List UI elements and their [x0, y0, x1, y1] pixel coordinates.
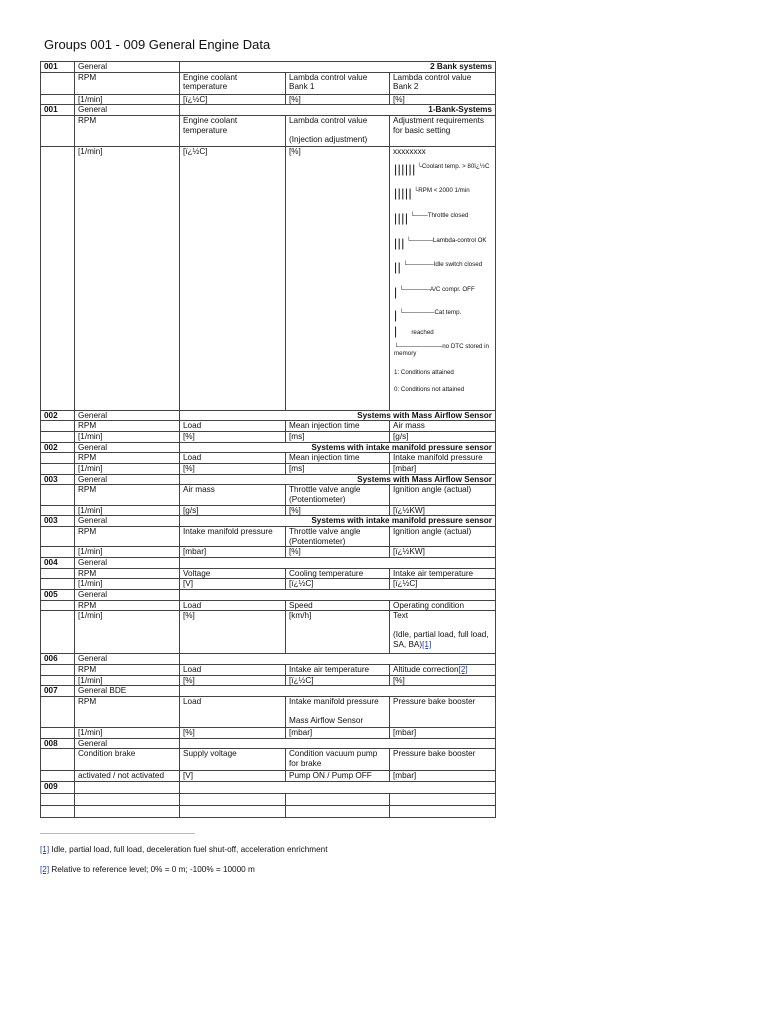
field-name: RPM: [75, 421, 180, 432]
group-header-row: [41, 516, 496, 527]
group-header-row: [41, 410, 496, 421]
group-label: General: [75, 590, 180, 601]
field-name: Intake manifold pressure Mass Airflow Sensor: [286, 697, 390, 728]
field-name: Pressure bake booster: [390, 749, 496, 771]
field-unit: [ï¿½KW]: [390, 547, 496, 558]
field-name: Load: [180, 453, 286, 464]
field-unit: [%]: [286, 547, 390, 558]
field-subnote: Mass Airflow Sensor: [289, 715, 364, 725]
group-header-row: [41, 654, 496, 665]
field-name: RPM: [75, 568, 180, 579]
unit-row: [41, 579, 496, 590]
field-name: Condition brake: [75, 749, 180, 771]
field-unit: [%]: [180, 464, 286, 475]
group-number: 004: [41, 558, 75, 569]
field-name: Mean injection time: [286, 421, 390, 432]
system-type: Systems with Mass Airflow Sensor: [180, 474, 496, 485]
field-name: Air mass: [390, 421, 496, 432]
field-unit: Pump ON / Pump OFF: [286, 771, 390, 782]
footnote-1: [40, 845, 328, 854]
field-unit: [ï¿½C]: [390, 579, 496, 590]
field-unit: [%]: [180, 611, 286, 654]
group-header-row: [41, 686, 496, 697]
field-name: RPM: [75, 697, 180, 728]
field-row: [41, 116, 496, 147]
field-unit: [%]: [390, 94, 496, 105]
unit-row: [41, 94, 496, 105]
field-name: Throttle valve angle (Potentiometer): [286, 485, 390, 505]
group-label: General: [75, 105, 180, 116]
field-unit: [1/min]: [75, 728, 180, 739]
field-unit: [km/h]: [286, 611, 390, 654]
group-number: 003: [41, 474, 75, 485]
group-header-row: [41, 62, 496, 73]
field-unit: [%]: [286, 94, 390, 105]
unit-row: [41, 728, 496, 739]
field-name: Condition vacuum pump for brake: [286, 749, 390, 771]
group-label: General: [75, 516, 180, 527]
group-number: 003: [41, 516, 75, 527]
field-name: Lambda control value Bank 1: [286, 72, 390, 94]
bit-item: | └───────Cat temp.: [394, 307, 462, 322]
field-unit: Text (Idle, partial load, full load, SA, BA)[1]: [390, 611, 496, 654]
field-unit: [ï¿½C]: [180, 94, 286, 105]
group-label: General: [75, 474, 180, 485]
field-unit: [mbar]: [390, 771, 496, 782]
field-name: RPM: [75, 665, 180, 676]
group-label: General BDE: [75, 686, 180, 697]
unit-row: [41, 675, 496, 686]
field-unit: [%]: [286, 147, 390, 411]
field-unit: [%]: [180, 728, 286, 739]
bit-mask: xxxxxxxx: [393, 147, 426, 157]
field-name: Intake manifold pressure: [390, 453, 496, 464]
field-unit: [mbar]: [286, 728, 390, 739]
field-name: RPM: [75, 72, 180, 94]
field-unit: [mbar]: [390, 728, 496, 739]
field-unit: [1/min]: [75, 675, 180, 686]
field-name: RPM: [75, 116, 180, 147]
system-type: 1-Bank-Systems: [180, 105, 496, 116]
group-number: 006: [41, 654, 75, 665]
field-unit: [ms]: [286, 464, 390, 475]
footnote-text: Relative to reference level; 0% = 0 m; -100% = 10000 m: [49, 865, 255, 874]
system-type: Systems with intake manifold pressure sensor: [180, 516, 496, 527]
field-unit: [1/min]: [75, 579, 180, 590]
field-name: Voltage: [180, 568, 286, 579]
footnote-text: Idle, partial load, full load, deceleration fuel shut-off, acceleration enrichment: [49, 845, 328, 854]
field-name: Adjustment requirements for basic setting: [390, 116, 496, 147]
field-unit: [ï¿½C]: [180, 147, 286, 411]
empty-row: [41, 806, 496, 818]
field-unit: [g/s]: [390, 432, 496, 443]
unit-row: [41, 771, 496, 782]
field-name: Load: [180, 421, 286, 432]
legend-attained: 1: Conditions attained: [394, 368, 454, 376]
group-label: General: [75, 410, 180, 421]
group-number: 001: [41, 62, 75, 73]
field-name: Load: [180, 600, 286, 611]
field-name: Engine coolant temperature: [180, 72, 286, 94]
field-name: Ignition angle (actual): [390, 485, 496, 505]
field-unit: [%]: [180, 675, 286, 686]
group-label: General: [75, 442, 180, 453]
footnote-link-2[interactable]: [2]: [458, 665, 468, 675]
field-unit: [%]: [390, 675, 496, 686]
field-name: RPM: [75, 527, 180, 547]
legend-not-attained: 0: Conditions not attained: [394, 385, 465, 393]
field-name: Speed: [286, 600, 390, 611]
group-header-row: [41, 782, 496, 794]
group-number: 005: [41, 590, 75, 601]
group-number: 007: [41, 686, 75, 697]
group-number: 002: [41, 442, 75, 453]
field-name: Intake manifold pressure: [180, 527, 286, 547]
field-name: Lambda control value (Injection adjustment): [286, 116, 390, 147]
field-name: Load: [180, 665, 286, 676]
unit-row: [41, 147, 496, 411]
field-name: Supply voltage: [180, 749, 286, 771]
group-number: 008: [41, 738, 75, 749]
system-type: Systems with intake manifold pressure sensor: [180, 442, 496, 453]
bit-item: || └──────Idle switch closed: [394, 259, 483, 274]
group-number: 002: [41, 410, 75, 421]
field-name: RPM: [75, 453, 180, 464]
bit-item: └──────────no DTC stored in memory: [394, 342, 490, 357]
operating-condition-note: (Idle, partial load, full load, SA, BA): [393, 630, 489, 649]
field-unit: [ms]: [286, 432, 390, 443]
unit-row: [41, 547, 496, 558]
field-unit: [%]: [180, 432, 286, 443]
field-subnote: (Injection adjustment): [289, 134, 368, 144]
field-name: Lambda control value Bank 2: [390, 72, 496, 94]
field-unit: [1/min]: [75, 432, 180, 443]
group-label: General: [75, 558, 180, 569]
field-name: Throttle valve angle (Potentiometer): [286, 527, 390, 547]
field-name: Intake air temperature: [286, 665, 390, 676]
field-name: Cooling temperature: [286, 568, 390, 579]
field-row: [41, 600, 496, 611]
footnote-2: [40, 865, 255, 874]
field-row: [41, 485, 496, 505]
field-name: Load: [180, 697, 286, 728]
field-unit: [mbar]: [180, 547, 286, 558]
bit-item: | reached: [394, 323, 434, 338]
group-header-row: [41, 590, 496, 601]
field-name: Intake air temperature: [390, 568, 496, 579]
field-row: [41, 749, 496, 771]
field-name: Pressure bake booster: [390, 697, 496, 728]
field-unit: activated / not activated: [75, 771, 180, 782]
field-unit: [g/s]: [180, 505, 286, 516]
group-header-row: [41, 738, 496, 749]
field-row: [41, 421, 496, 432]
footnote-link-1[interactable]: [1]: [422, 639, 432, 649]
field-unit: [1/min]: [75, 94, 180, 105]
field-unit: [ï¿½C]: [286, 675, 390, 686]
footnote-divider: [40, 833, 195, 834]
footnote-ref-1[interactable]: [1]: [40, 845, 50, 854]
field-name: RPM: [75, 485, 180, 505]
field-row: [41, 568, 496, 579]
group-header-row: [41, 474, 496, 485]
bit-item: ||||| └RPM < 2000 1/min: [394, 185, 470, 200]
field-row: [41, 72, 496, 94]
field-name: Altitude correction[2]: [390, 665, 496, 676]
field-unit: [1/min]: [75, 611, 180, 654]
bit-item: ||| └─────Lambda-control OK: [394, 235, 487, 250]
field-unit: [1/min]: [75, 464, 180, 475]
bit-item: |||||| └Coolant temp. > 80ï¿½C: [394, 161, 490, 176]
bit-item: |||| └───Throttle closed: [394, 210, 469, 225]
bit-diagram-cell: [390, 147, 496, 411]
field-name: Mean injection time: [286, 453, 390, 464]
group-label: General: [75, 654, 180, 665]
field-row: [41, 453, 496, 464]
field-row: [41, 527, 496, 547]
field-unit: [%]: [286, 505, 390, 516]
bit-diagram: [393, 157, 492, 410]
field-row: [41, 665, 496, 676]
unit-row: [41, 611, 496, 654]
field-name: Engine coolant temperature: [180, 116, 286, 147]
unit-row: [41, 432, 496, 443]
unit-row: [41, 505, 496, 516]
footnote-ref-2[interactable]: [2]: [40, 865, 50, 874]
field-name: Air mass: [180, 485, 286, 505]
unit-row: [41, 464, 496, 475]
page-title: Groups 001 - 009 General Engine Data: [44, 37, 271, 52]
field-unit: [1/min]: [75, 547, 180, 558]
field-unit: [1/min]: [75, 505, 180, 516]
group-number: 009: [41, 782, 75, 794]
field-unit: [V]: [180, 771, 286, 782]
field-unit: [ï¿½C]: [286, 579, 390, 590]
group-label: General: [75, 62, 180, 73]
field-unit: [V]: [180, 579, 286, 590]
field-unit: [1/min]: [75, 147, 180, 411]
group-number: 001: [41, 105, 75, 116]
group-header-row: [41, 105, 496, 116]
field-name: RPM: [75, 600, 180, 611]
empty-row: [41, 794, 496, 806]
bit-item: | └──────A/C compr. OFF: [394, 284, 475, 299]
field-unit: [ï¿½KW]: [390, 505, 496, 516]
field-name: Ignition angle (actual): [390, 527, 496, 547]
field-unit: [mbar]: [390, 464, 496, 475]
system-type: 2 Bank systems: [180, 62, 496, 73]
engine-data-table: [40, 61, 496, 818]
field-name: Operating condition: [390, 600, 496, 611]
system-type: Systems with Mass Airflow Sensor: [180, 410, 496, 421]
group-header-row: [41, 442, 496, 453]
group-label: General: [75, 738, 180, 749]
group-header-row: [41, 558, 496, 569]
field-row: [41, 697, 496, 728]
